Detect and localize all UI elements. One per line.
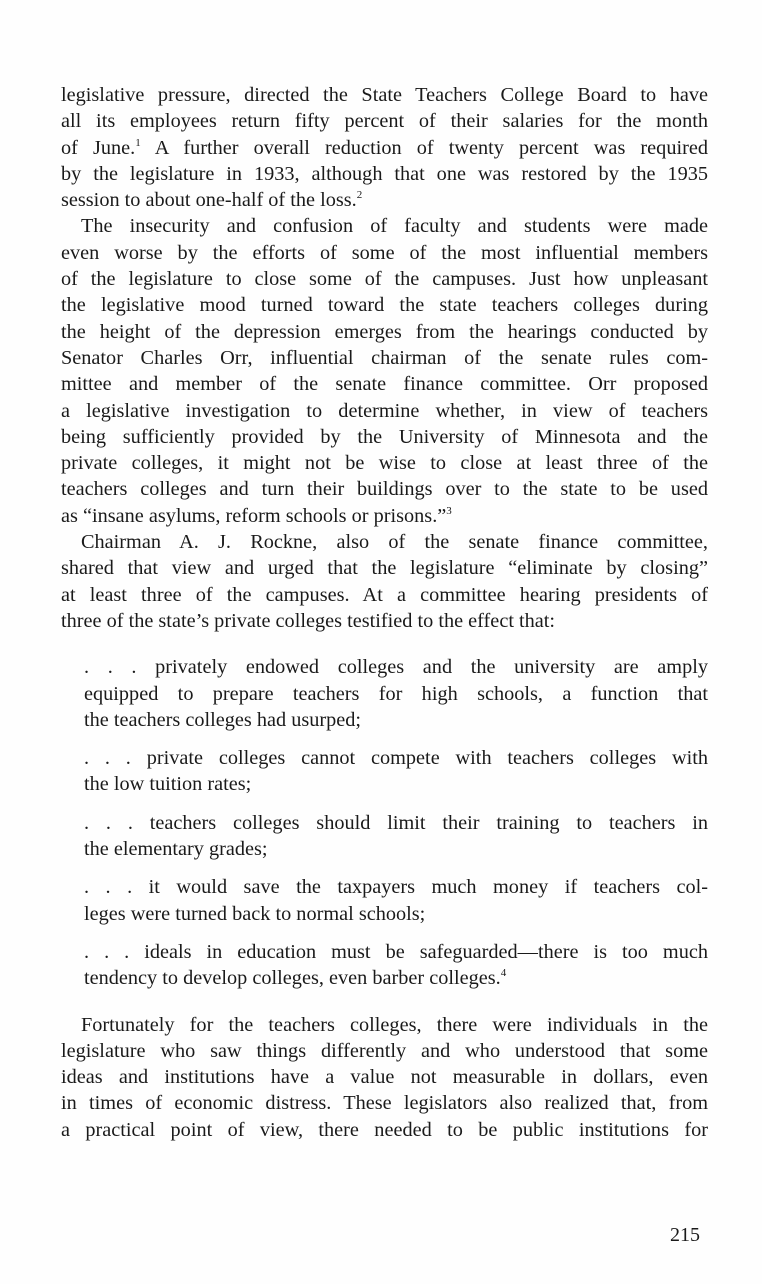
text-line: . . . privately endowed colleges and the university are amply	[84, 656, 708, 679]
text-line: legislative pressure, directed the State Teachers College Board to have	[61, 84, 708, 106]
text-line: leges were turned back to normal schools;	[84, 902, 426, 925]
text-segment: as “insane asylums, reform schools or prisons.”	[61, 504, 447, 527]
spacer	[61, 992, 708, 1012]
text-segment: of June.	[61, 136, 136, 159]
text-line: legislature who saw things differently and who understood that some	[61, 1039, 708, 1062]
text-line: by the legislature in 1933, although that one was restored by the 1935	[61, 162, 708, 185]
text-segment: tendency to develop colleges, even barber colleges.	[84, 967, 501, 990]
text-line: . . . private colleges cannot compete with teachers colleges with	[84, 747, 708, 770]
footnote-ref: 3	[446, 504, 452, 517]
text-line: in times of economic distress. These legislators also realized that, from	[61, 1092, 708, 1115]
text-segment: A further overall reduction of twenty percent was required	[140, 136, 708, 159]
quote-item	[84, 745, 708, 798]
page-number: 215	[670, 1224, 700, 1246]
text-line: even worse by the efforts of some of the most influential members	[61, 241, 708, 264]
text-line: mittee and member of the senate finance committee. Orr proposed	[61, 373, 708, 396]
text-segment: session to about one-half of the loss.	[61, 189, 357, 212]
quote-item	[84, 874, 708, 927]
quote-item	[84, 654, 708, 733]
text-line: of the legislature to close some of the campuses. Just how unpleasant	[61, 268, 708, 291]
text-line: a practical point of view, there needed to be public institutions for	[61, 1118, 708, 1141]
text-line	[61, 503, 708, 529]
spacer	[61, 634, 708, 654]
text-line	[84, 965, 708, 991]
text-line: teachers colleges and turn their buildings over to the state to be used	[61, 478, 708, 501]
text-line: . . . it would save the taxpayers much money if teachers col-	[84, 876, 708, 899]
text-line: the elementary grades;	[84, 838, 268, 861]
spacer	[84, 733, 708, 745]
block-quote	[84, 654, 708, 991]
text-line: The insecurity and confusion of faculty and students were made	[81, 215, 708, 238]
text-line: the low tuition rates;	[84, 773, 252, 796]
footnote-ref: 1	[135, 136, 141, 149]
text-line: . . . ideals in education must be safeguarded—there is too much	[84, 940, 708, 963]
text-line	[61, 187, 708, 213]
text-line: the height of the depression emerges from the hearings conducted by	[61, 320, 708, 343]
text-line: Senator Charles Orr, influential chairman of the senate rules com-	[61, 346, 708, 369]
text-line: being sufficiently provided by the University of Minnesota and the	[61, 425, 708, 448]
text-line: a legislative investigation to determine whether, in view of teachers	[61, 399, 708, 422]
text-line: Chairman A. J. Rockne, also of the senate finance committee,	[81, 531, 708, 554]
paragraph-rockne	[61, 529, 708, 634]
footnote-ref: 2	[356, 189, 363, 202]
text-line: equipped to prepare teachers for high schools, a function that	[84, 682, 708, 705]
text-line: shared that view and urged that the legislature “eliminate by closing”	[61, 557, 708, 580]
text-line: Fortunately for the teachers colleges, there were individuals in the	[81, 1013, 708, 1036]
paragraph-salary-reduction	[61, 82, 708, 213]
text-line: at least three of the campuses. At a committee hearing presidents of	[61, 583, 708, 606]
paragraph-legislative-mood	[61, 213, 708, 529]
text-line: the legislative mood turned toward the state teachers colleges during	[61, 294, 708, 317]
text-line: all its employees return fifty percent of their salaries for the month	[61, 110, 708, 133]
spacer	[84, 927, 708, 939]
quote-item	[84, 939, 708, 992]
footnote-ref: 4	[500, 967, 507, 980]
paragraph-fortunately	[61, 1012, 708, 1143]
text-line: private colleges, it might not be wise to close at least three of the	[61, 452, 708, 475]
spacer	[84, 798, 708, 810]
text-line: ideas and institutions have a value not measurable in dollars, even	[61, 1066, 708, 1089]
text-line: three of the state’s private colleges testified to the effect that:	[61, 609, 556, 632]
spacer	[84, 862, 708, 874]
page-body	[61, 82, 708, 1143]
text-line: . . . teachers colleges should limit their training to teachers in	[84, 811, 708, 834]
text-line: the teachers colleges had usurped;	[84, 708, 362, 731]
text-line	[61, 135, 708, 161]
quote-item	[84, 810, 708, 863]
